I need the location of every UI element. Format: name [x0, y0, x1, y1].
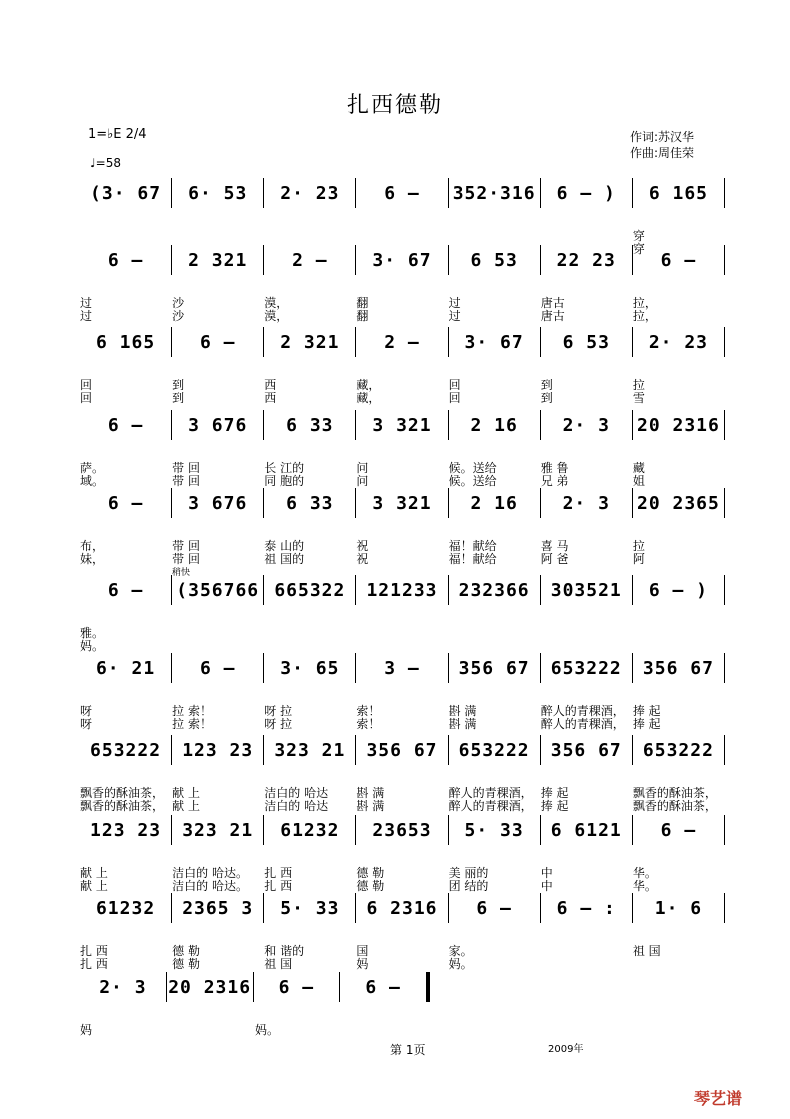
song-title: 扎西德勒 [346, 93, 443, 118]
measure: 6 – [384, 182, 420, 204]
lyric-text [633, 958, 725, 971]
lyric-text [172, 640, 264, 653]
lyric-line [80, 553, 725, 566]
lyric-text: 德 勒 [172, 944, 200, 958]
measure: 3 676 [188, 492, 248, 514]
lyric-text [172, 230, 264, 243]
measure: 6 – [107, 249, 144, 271]
lyric-text: 拉 [632, 539, 645, 553]
measure: 232366 [458, 579, 530, 601]
lyric-text: 萨。 [80, 461, 105, 475]
lyric-text: 中 [540, 879, 553, 893]
lyric-text: 兄 弟 [540, 474, 569, 488]
lyric-text: 祖 国 [264, 957, 293, 971]
lyric-text: 扎 西 [264, 866, 293, 880]
lyric-text: 西 [264, 378, 277, 392]
composer-credit: 作曲:周佳荣 [630, 146, 695, 160]
measure: 323 21 [274, 739, 346, 761]
tempo-note: 稍快 [172, 568, 191, 578]
lyric-text: 祝 [356, 552, 369, 566]
measure: 356 67 [642, 657, 714, 679]
lyric-text: 献 上 [172, 786, 200, 800]
lyric-text: 德 勒 [356, 879, 385, 893]
lyric-text: 带 回 [172, 461, 200, 475]
lyric-text: 西 [264, 391, 277, 405]
measure: 2· 23 [648, 331, 708, 353]
lyric-text: 福！献给 [448, 539, 497, 553]
lyric-text: 拉 索！ [172, 717, 212, 731]
measure: 356 67 [458, 657, 530, 679]
barline [724, 893, 725, 923]
measure: 303521 [550, 579, 622, 601]
measure: 6 – [107, 579, 144, 601]
lyric-text: 飘香的酥油茶， [632, 786, 717, 800]
lyric-line [80, 640, 725, 653]
measure: 5· 33 [464, 819, 524, 841]
lyric-text: 醉人的青稞酒， [540, 717, 625, 731]
score-system [80, 327, 725, 405]
lyric-text: 醉人的青稞酒， [540, 704, 625, 718]
staff-line [80, 488, 725, 518]
lyric-text: 翻 [356, 309, 369, 323]
staff-line [80, 893, 725, 923]
lyric-text: 回 [448, 378, 461, 392]
lyric-text: 献 上 [172, 799, 200, 813]
measure: 653222 [550, 657, 622, 679]
measure: 653222 [458, 739, 530, 761]
lyric-text [541, 640, 633, 653]
lyric-text: 漠， [264, 296, 289, 310]
lyric-text: 索！ [356, 717, 381, 731]
measure: 6 – [476, 897, 512, 919]
measure: 121233 [366, 579, 438, 601]
measure: 6 – [199, 331, 236, 353]
staff-line [80, 653, 725, 683]
lyric-text: 扎 西 [80, 957, 108, 971]
lyricist-credit: 作词:苏汉华 [630, 130, 695, 144]
measure: 6 – [365, 976, 401, 998]
barline [724, 575, 725, 605]
measure: 6 6121 [550, 819, 622, 841]
lyric-text: 妹， [80, 552, 105, 566]
measure: 6 – [660, 819, 697, 841]
measure: 123 23 [182, 739, 254, 761]
lyric-text: 祖 国 [632, 944, 661, 958]
measure: 3 321 [372, 492, 432, 514]
lyric-text: 醉人的青稞酒， [448, 799, 533, 813]
lyric-text: 飘香的酥油茶， [80, 786, 165, 800]
barline [724, 327, 725, 357]
measure: 2 16 [470, 414, 518, 436]
barline [724, 653, 725, 683]
score-system [80, 815, 725, 893]
staff-line [80, 410, 725, 440]
lyric-text: 献 上 [80, 866, 108, 880]
measure: (356766 [176, 579, 260, 601]
barline [724, 410, 725, 440]
lyric-text: 唐古 [540, 309, 565, 323]
lyric-line [80, 627, 725, 640]
lyric-text: 美 丽的 [448, 866, 489, 880]
lyric-text: 喜 马 [540, 539, 569, 553]
measure: 6 165 [95, 331, 156, 353]
lyric-text: 祝 [356, 539, 369, 553]
lyric-text [449, 640, 541, 653]
lyric-text: 献 上 [80, 879, 108, 893]
lyric-line [80, 1024, 430, 1037]
measure: 3· 67 [372, 249, 432, 271]
measure: 20 2316 [636, 414, 720, 436]
measure: 2· 3 [562, 492, 610, 514]
lyric-text: 斟 满 [356, 799, 385, 813]
lyric-line [80, 310, 725, 323]
measure: 665322 [274, 579, 346, 601]
lyric-line [80, 392, 725, 405]
measure: 653222 [642, 739, 714, 761]
lyric-text: 和 谐的 [264, 944, 305, 958]
lyric-text: 福！献给 [448, 552, 497, 566]
lyric-text: 穿 [632, 229, 645, 243]
barline [426, 972, 430, 1002]
lyric-text: 捧 起 [632, 704, 661, 718]
lyric-text: 妈。 [448, 957, 473, 971]
measure: 2 321 [280, 331, 340, 353]
staff-line [80, 242, 725, 275]
measure: 6· 21 [95, 657, 156, 679]
measure: 3 – [384, 657, 420, 679]
measure: 6 53 [562, 331, 610, 353]
barline [724, 815, 725, 845]
lyric-text: 团 结的 [448, 879, 489, 893]
lyric-text [541, 958, 633, 971]
lyric-text: 候。送给 [448, 474, 497, 488]
page-number: 第 1页 [390, 1043, 426, 1057]
lyric-text [264, 640, 356, 653]
lyric-text: 藏 [632, 461, 645, 475]
measure: 2 321 [188, 249, 248, 271]
measure: 5· 33 [280, 897, 340, 919]
barline [724, 488, 725, 518]
lyric-line [80, 800, 725, 813]
measure: 23653 [372, 819, 432, 841]
score-system [80, 893, 725, 971]
barline [724, 178, 725, 208]
measure: 6 53 [470, 249, 518, 271]
lyric-text: 妈 [80, 1023, 93, 1037]
lyric-line [80, 958, 725, 971]
lyric-text: 带 回 [172, 539, 200, 553]
lyric-text: 德 勒 [356, 866, 385, 880]
lyric-text: 洁白的 哈达 [264, 799, 329, 813]
lyric-text: 家。 [448, 944, 473, 958]
lyric-text: 域。 [80, 474, 105, 488]
lyric-text: 阿 爸 [540, 552, 569, 566]
lyric-text [633, 640, 725, 653]
lyric-text [172, 627, 264, 640]
measure: 323 21 [182, 819, 254, 841]
staff-line [80, 575, 725, 605]
lyric-text: 布， [80, 539, 105, 553]
measure: 6 – ) [648, 579, 708, 601]
lyric-text: 扎 西 [264, 879, 293, 893]
staff-line [80, 735, 725, 765]
measure: 3 321 [372, 414, 432, 436]
lyric-text: 带 回 [172, 552, 200, 566]
lyric-text [541, 945, 633, 958]
lyric-text: 过 [80, 296, 93, 310]
measure: (3· 67 [90, 182, 162, 204]
lyric-text: 唐古 [540, 296, 565, 310]
lyric-text [264, 230, 356, 243]
score-system [80, 735, 725, 813]
lyric-text: 德 勒 [172, 957, 200, 971]
lyric-text: 妈 [356, 957, 369, 971]
lyric-text [633, 627, 725, 640]
lyric-text: 妈。 [80, 639, 105, 653]
lyric-text: 雅。 [80, 626, 105, 640]
lyric-text: 拉， [632, 309, 657, 323]
lyric-line [80, 475, 725, 488]
measure: 2365 3 [182, 897, 254, 919]
measure: 6 – [278, 976, 315, 998]
lyric-text: 到 [172, 378, 185, 392]
lyric-line [80, 718, 725, 731]
lyric-text: 拉 [632, 378, 645, 392]
lyric-text: 飘香的酥油茶， [632, 799, 717, 813]
lyric-text: 妈。 [255, 1023, 280, 1037]
lyric-text: 斟 满 [448, 704, 477, 718]
lyric-text: 索！ [356, 704, 381, 718]
lyric-text: 翻 [356, 296, 369, 310]
measure: 3· 67 [464, 331, 524, 353]
measure: 1· 6 [654, 897, 703, 919]
measure: 356 67 [366, 739, 438, 761]
lyric-text: 漠， [264, 309, 289, 323]
measure: 2 – [384, 331, 420, 353]
key-signature: 1=♭E 2/4 [88, 127, 147, 142]
lyric-text [343, 1024, 431, 1037]
measure: 61232 [95, 897, 156, 919]
measure: 123 23 [90, 819, 162, 841]
lyric-text: 呀 拉 [264, 717, 293, 731]
measure: 356 67 [550, 739, 622, 761]
lyric-text: 长 江的 [264, 461, 305, 475]
lyric-text: 洁白的 哈达。 [172, 879, 248, 893]
lyric-text: 到 [540, 378, 553, 392]
lyric-text: 到 [172, 391, 185, 405]
lyric-text: 洁白的 哈达。 [172, 866, 248, 880]
lyric-text: 回 [448, 391, 461, 405]
lyric-text: 沙 [172, 309, 185, 323]
measure: 20 2316 [168, 976, 252, 998]
staff-line [80, 815, 725, 845]
lyric-text: 藏， [356, 391, 381, 405]
lyric-line [80, 880, 725, 893]
measure: 653222 [90, 739, 162, 761]
lyric-text: 姐 [632, 474, 645, 488]
lyric-text [168, 1024, 256, 1037]
lyric-text: 斟 满 [356, 786, 385, 800]
lyric-text: 华。 [632, 866, 657, 880]
lyric-text: 捧 起 [632, 717, 661, 731]
lyric-text: 问 [356, 474, 369, 488]
staff-line [80, 972, 430, 1002]
lyric-text: 到 [540, 391, 553, 405]
lyric-text [356, 230, 448, 243]
measure: 6 2316 [366, 897, 438, 919]
measure: 6 – ) [556, 182, 616, 204]
lyric-text: 藏， [356, 378, 381, 392]
measure: 2 – [292, 249, 328, 271]
lyric-text [356, 627, 448, 640]
measure: 6· 53 [188, 182, 248, 204]
lyric-text: 醉人的青稞酒， [448, 786, 533, 800]
score-system [80, 653, 725, 731]
measure: 6 33 [286, 492, 334, 514]
lyric-text: 捧 起 [540, 786, 569, 800]
lyric-text: 呀 拉 [264, 704, 293, 718]
lyric-text: 同 胞的 [264, 474, 305, 488]
lyric-text: 呀 [80, 704, 93, 718]
lyric-text [541, 627, 633, 640]
lyric-text: 华。 [632, 879, 657, 893]
measure: 352·316 [452, 182, 536, 204]
lyric-text [264, 627, 356, 640]
lyric-text: 飘香的酥油茶， [80, 799, 165, 813]
score-system [80, 575, 725, 653]
measure: 6 – [107, 492, 144, 514]
lyric-text: 呀 [80, 717, 93, 731]
lyric-text: 中 [540, 866, 553, 880]
staff-line [80, 327, 725, 357]
lyric-text: 雅 鲁 [540, 461, 569, 475]
measure: 2· 3 [562, 414, 610, 436]
lyric-text: 雪 [632, 391, 645, 405]
lyric-text [449, 230, 541, 243]
tempo-marking: ♩=58 [90, 156, 121, 170]
score-system [80, 410, 725, 488]
lyric-text: 国 [356, 944, 369, 958]
measure: 6 33 [286, 414, 334, 436]
lyric-text: 过 [448, 309, 461, 323]
lyric-text: 祖 国的 [264, 552, 305, 566]
measure: 2 16 [470, 492, 518, 514]
lyric-text: 过 [448, 296, 461, 310]
measure: 6 – [199, 657, 236, 679]
brand-logo: 琴艺谱 [694, 1089, 743, 1108]
lyric-text: 穿 [632, 242, 645, 256]
measure: 2· 23 [280, 182, 340, 204]
barline [724, 735, 725, 765]
lyric-text: 扎 西 [80, 944, 108, 958]
lyric-text: 候。送给 [448, 461, 497, 475]
barline [724, 245, 725, 275]
score-system [80, 972, 430, 1037]
year-label: 2009年 [548, 1044, 584, 1055]
measure: 6 – [660, 249, 697, 271]
lyric-line [80, 230, 725, 243]
lyric-text: 过 [80, 309, 93, 323]
lyric-text: 沙 [172, 296, 185, 310]
lyric-text: 问 [356, 461, 369, 475]
measure: 6 – [107, 414, 144, 436]
measure: 6 – : [556, 897, 616, 919]
measure: 6 165 [648, 182, 708, 204]
lyric-text: 捧 起 [540, 799, 569, 813]
staff-line [80, 178, 725, 208]
measure: 3 676 [188, 414, 248, 436]
measure: 3· 65 [280, 657, 340, 679]
lyric-text: 回 [80, 391, 93, 405]
measure: 61232 [280, 819, 340, 841]
lyric-text: 洁白的 哈达 [264, 786, 329, 800]
score-system [80, 488, 725, 566]
lyric-text: 拉 索！ [172, 704, 212, 718]
score-system [80, 242, 725, 323]
measure: 2· 3 [99, 976, 147, 998]
measure: 22 23 [556, 249, 616, 271]
lyric-text: 回 [80, 378, 93, 392]
lyric-text: 拉， [632, 296, 657, 310]
measure: 20 2365 [636, 492, 720, 514]
lyric-text [449, 627, 541, 640]
lyric-text: 带 回 [172, 474, 200, 488]
lyric-text [356, 640, 448, 653]
lyric-text [541, 230, 633, 243]
lyric-text: 阿 [632, 552, 645, 566]
lyric-text: 泰 山的 [264, 539, 305, 553]
lyric-text [80, 230, 172, 243]
lyric-text: 斟 满 [448, 717, 477, 731]
